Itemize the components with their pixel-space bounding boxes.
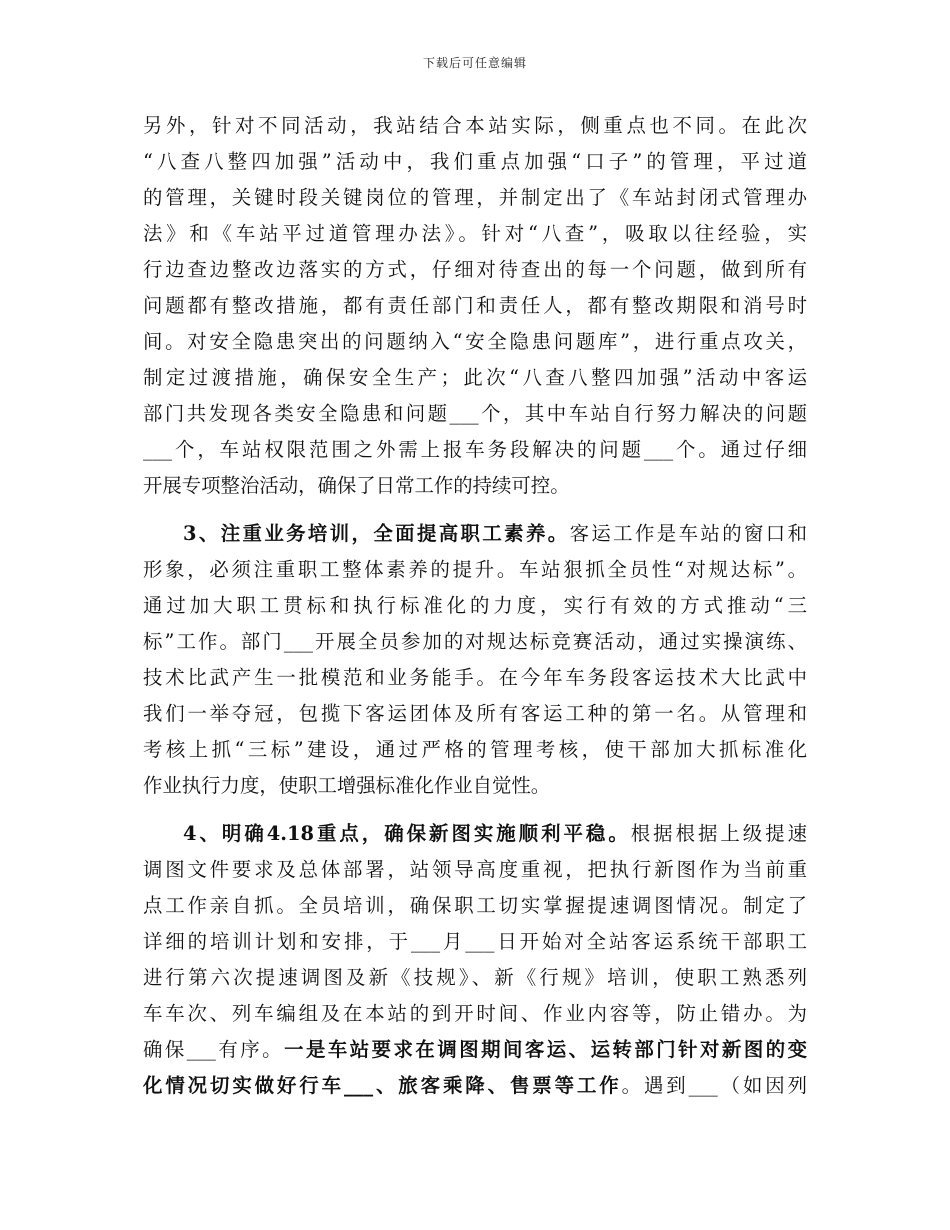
text-run: 法》和《车站平过道管理办法》。针对“八查”，吸取以往经验，实 (143, 222, 807, 245)
body-text-line (143, 960, 807, 996)
text-run: 标”工作。部门___开展全员参加的对规达标竞赛活动，通过实操演练、 (143, 630, 807, 653)
body-text-line (143, 1032, 807, 1068)
text-run: 考核上抓“三标”建设，通过严格的管理考核，使干部加大抓标准化 (143, 738, 807, 761)
text-run: 的管理，关键时段关键岗位的管理，并制定出了《车站封闭式管理办 (143, 186, 807, 209)
text-run: 进行第六次提速调图及新《技规》、新《行规》培训，使职工熟悉列 (143, 966, 807, 989)
text-run: 行边查边整改边落实的方式，仔细对待查出的每一个问题，做到所有 (143, 258, 807, 281)
text-run: 根据根据上级提速 (630, 822, 808, 845)
text-run: 制定过渡措施，确保安全生产；此次“八查八整四加强”活动中客运 (143, 366, 807, 389)
body-text-line (143, 396, 807, 432)
body-text-line (143, 996, 807, 1032)
text-run: 通过加大职工贯标和执行标准化的力度，实行有效的方式推动“三 (143, 594, 807, 617)
body-text-line (143, 288, 807, 324)
body-text-line (143, 108, 807, 144)
text-run: 客运工作是车站的窗口和 (569, 522, 808, 545)
text-run: 点工作亲自抓。全员培训，确保职工切实掌握提速调图情况。制定了 (143, 894, 807, 917)
body-text-line (143, 660, 807, 696)
text-run: 部门共发现各类安全隐患和问题___个，其中车站自行努力解决的问题 (143, 402, 807, 425)
text-run: 开展专项整治活动，确保了日常工作的持续可控。 (143, 474, 570, 497)
section-3-first-line (183, 516, 807, 552)
page-header-note: 下载后可任意编辑 (422, 56, 527, 70)
body-text-line (143, 588, 807, 624)
text-run: 形象，必须注重职工整体素养的提升。车站狠抓全员性“对规达标”。 (143, 558, 807, 581)
text-run: 我们一举夺冠，包揽下客运团体及所有客运工种的第一名。从管理和 (143, 702, 807, 725)
text-run: 。遇到___（如因列 (621, 1074, 807, 1097)
body-text-line (143, 552, 807, 588)
body-text-line (143, 624, 807, 660)
body-text-line (143, 1068, 807, 1104)
text-run: 作业执行力度，使职工增强标准化作业自觉性。 (143, 774, 551, 797)
text-run: 调图文件要求及总体部署，站领导高度重视，把执行新图作为当前重 (143, 858, 807, 881)
bold-text-run: 化情况切实做好行车___、旅客乘降、售票等工作 (143, 1074, 622, 1097)
body-text-line (143, 888, 807, 924)
body-text-line (143, 144, 807, 180)
text-run: 另外，针对不同活动，我站结合本站实际，侧重点也不同。在此次 (143, 114, 807, 137)
body-text-line (143, 324, 807, 360)
text-run: 技术比武产生一批模范和业务能手。在今年车务段客运技术大比武中 (143, 666, 807, 689)
text-run: ___个，车站权限范围之外需上报车务段解决的问题___个。通过仔细 (143, 438, 807, 461)
body-text-line (143, 180, 807, 216)
text-run: 间。对安全隐患突出的问题纳入“安全隐患问题库”，进行重点攻关， (143, 330, 807, 353)
body-text-line (143, 432, 807, 468)
body-text-line (143, 696, 807, 732)
section-4-first-line (183, 816, 807, 852)
text-run: 确保___有序。 (143, 1038, 285, 1061)
text-run: 车车次、列车编组及在本站的到开时间、作业内容等，防止错办。为 (143, 1002, 807, 1025)
body-text-line (143, 468, 570, 504)
body-text-line (143, 216, 807, 252)
bold-text-run: 一是车站要求在调图期间客运、运转部门针对新图的变 (284, 1038, 807, 1061)
text-run: “八查八整四加强”活动中，我们重点加强“口子”的管理，平过道 (143, 150, 807, 173)
section-4-heading: 4、明确4.18重点，确保新图实施顺利平稳。 (183, 822, 631, 845)
section-3-heading: 3、注重业务培训，全面提高职工素养。 (183, 522, 570, 545)
body-text-line (143, 732, 807, 768)
text-run: 详细的培训计划和安排，于___月___日开始对全站客运系统干部职工 (143, 930, 807, 953)
body-text-line (143, 852, 807, 888)
body-text-line (143, 252, 807, 288)
body-text-line (143, 924, 807, 960)
body-text-line (143, 768, 550, 804)
text-run: 问题都有整改措施，都有责任部门和责任人，都有整改期限和消号时 (143, 294, 807, 317)
body-text-line (143, 360, 807, 396)
